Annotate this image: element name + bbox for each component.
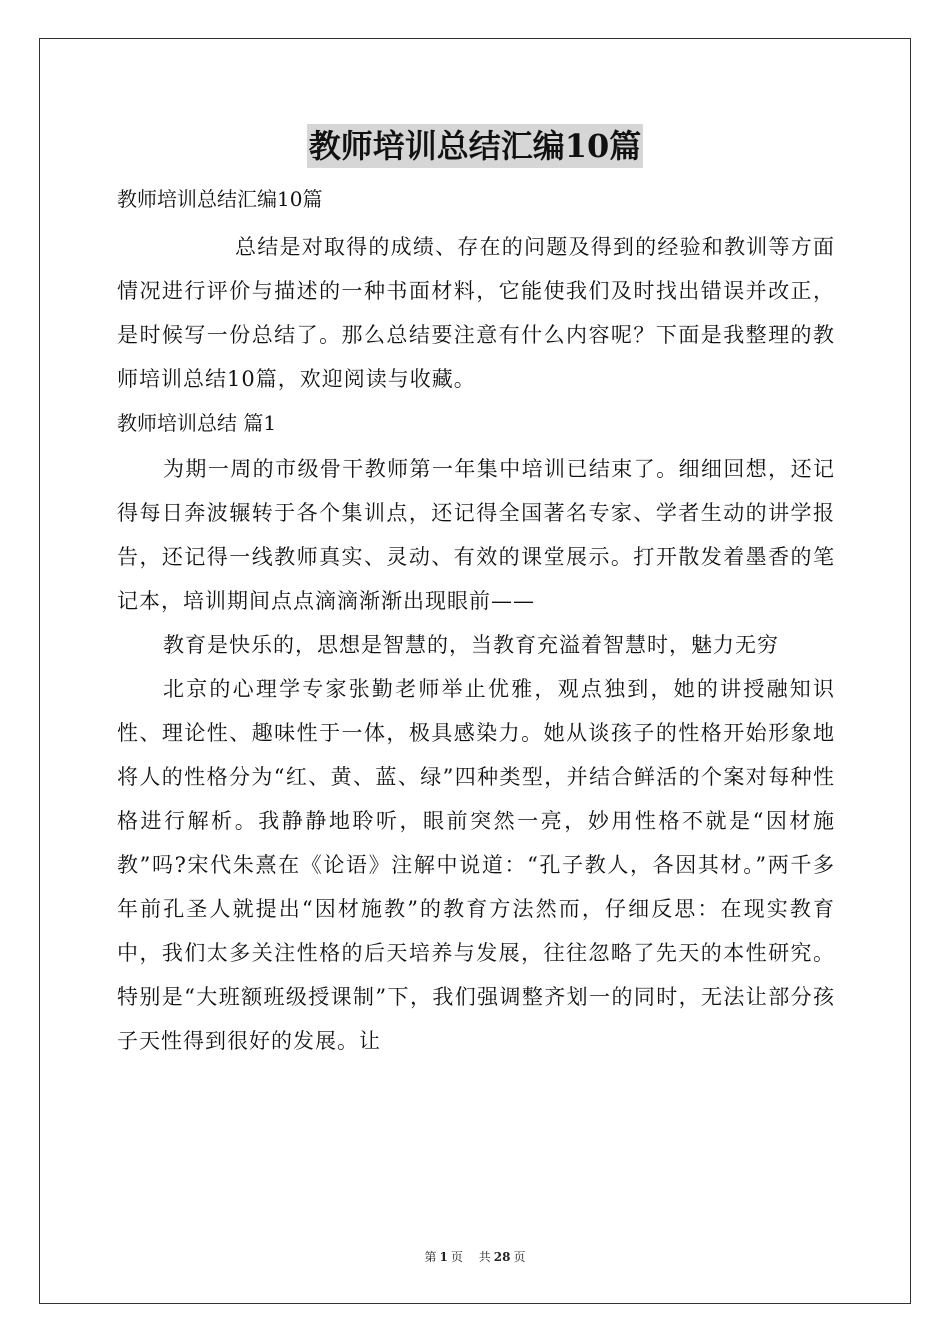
body-paragraph: 北京的心理学专家张勤老师举止优雅，观点独到，她的讲授融知识性、理论性、趣味性于一体，极具感染力。她从谈孩子的性格开始形象地将人的性格分为“红、黄、蓝、绿”四种类型，并结合鲜活的个案对每种性格进行解析。我静静地聆听，眼前突然一亮，妙用性格不就是“因材施教”吗?宋代朱熹在《论语》注解中说道：“孔子教人，各因其材。”两千多年前孔圣人就提出“因材施教”的教育方法然而，仔细反思：在现实教育中，我们太多关注性格的后天培养与发展，往往忽略了先天的本性研究。特别是“大班额班级授课制”下，我们强调整齐划一的同时，无法让部分孩子天性得到很好的发展。让 <box>117 677 835 1053</box>
document-body <box>117 179 835 1063</box>
total-indicator <box>476 1250 529 1264</box>
body-paragraph: 教育是快乐的，思想是智慧的，当教育充溢着智慧时，魅力无穷 <box>163 633 779 657</box>
page-prefix: 第 <box>424 1250 437 1264</box>
section-heading: 教师培训总结 篇1 <box>117 411 277 435</box>
document-title: 教师培训总结汇编10篇 <box>307 124 644 168</box>
body-paragraph: 为期一周的市级骨干教师第一年集中培训已结束了。细细回想，还记得每日奔波辗转于各个集训点，还记得全国著名专家、学者生动的讲学报告，还记得一线教师真实、灵动、有效的课堂展示。打开散发着墨香的笔记本，培训期间点点滴滴渐渐出现眼前—— <box>117 457 835 613</box>
document-subtitle: 教师培训总结汇编10篇 <box>117 187 323 211</box>
total-prefix: 共 <box>478 1250 491 1264</box>
page-footer <box>0 1248 950 1265</box>
page-indicator <box>422 1250 466 1264</box>
intro-paragraph: 总结是对取得的成绩、存在的问题及得到的经验和教训等方面情况进行评价与描述的一种书面材料，它能使我们及时找出错误并改正，是时候写一份总结了。那么总结要注意有什么内容呢？下面是我整理的教师培训总结10篇，欢迎阅读与收藏。 <box>117 235 835 391</box>
page-suffix: 页 <box>450 1250 463 1264</box>
total-pages: 28 <box>493 1250 511 1264</box>
page-number: 1 <box>439 1250 448 1264</box>
title-container <box>0 124 950 168</box>
total-suffix: 页 <box>513 1250 526 1264</box>
